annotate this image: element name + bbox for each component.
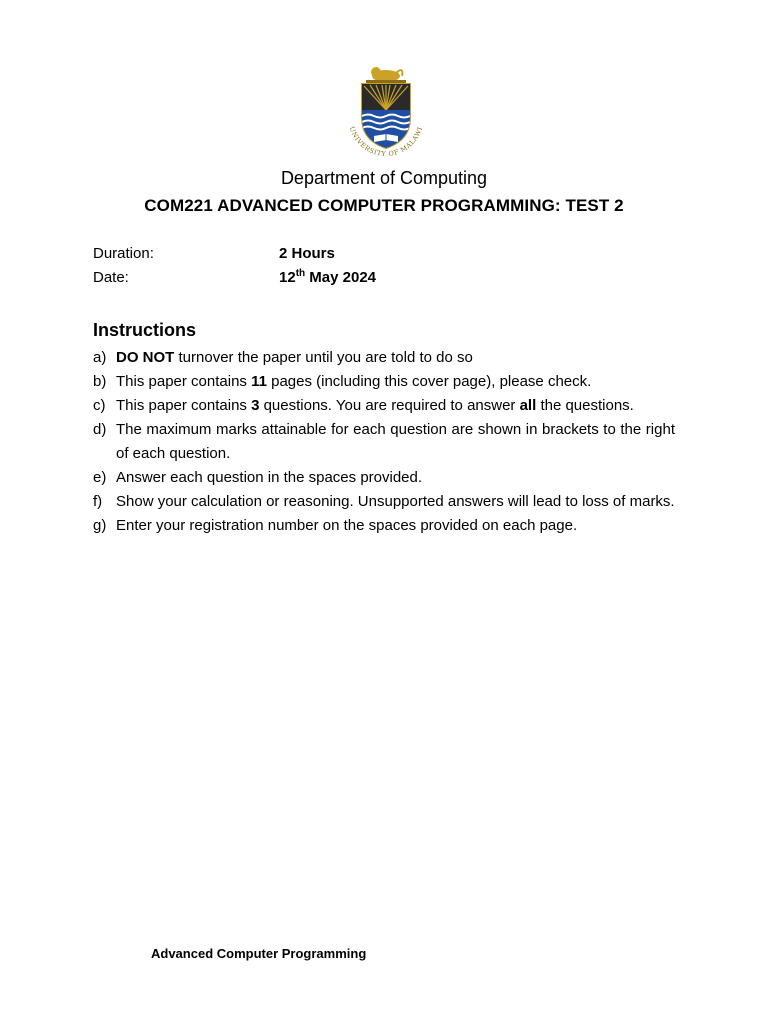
instructions-list [93,346,675,538]
instruction-text: Answer each question in the spaces provided. [116,469,423,486]
date-day: 12 [279,269,296,286]
instruction-emphasis: DO NOT [116,349,175,366]
instruction-item [93,394,675,418]
instruction-marker: g) [93,517,107,534]
instruction-item [93,418,675,466]
instruction-item [93,466,675,490]
instruction-marker: a) [93,349,107,366]
duration-value: 2 Hours [279,245,335,262]
instruction-text: pages (including this cover page), please check. [266,373,592,390]
instruction-marker: f) [93,493,103,510]
department-name: Department of Computing [280,168,488,188]
instruction-emphasis: 3 [251,397,260,414]
date-value [279,268,376,288]
crest-ring-text: UNIVERSITY OF MALAWI [347,125,425,159]
instruction-marker: c) [93,397,106,414]
instruction-marker: e) [93,469,107,486]
instruction-emphasis: 11 [251,373,267,390]
date-rest: May 2024 [305,269,377,286]
instruction-text: This paper contains [116,397,252,414]
instruction-text: The maximum marks attainable for each question are shown in brackets to the right of each question. [116,421,675,462]
instruction-marker: b) [93,373,107,390]
instructions-heading: Instructions [93,320,197,340]
instruction-text: questions. You are required to answer [259,397,520,414]
instruction-item [93,370,675,394]
lion-icon [366,67,406,83]
instruction-text: Enter your registration number on the spaces provided on each page. [116,517,578,534]
instruction-text: Show your calculation or reasoning. Unsupported answers will lead to loss of marks. [116,493,675,510]
university-crest-logo [336,64,436,168]
instruction-text: This paper contains [116,373,252,390]
instruction-item [93,346,675,370]
duration-label: Duration: [93,245,154,262]
page-footer: Advanced Computer Programming [151,946,367,961]
test-title: COM221 ADVANCED COMPUTER PROGRAMMING: TEST 2 [144,196,624,215]
instruction-marker: d) [93,421,107,438]
instruction-item [93,514,675,538]
date-suffix: th [295,268,306,279]
shield-icon [361,83,411,150]
instruction-text: turnover the paper until you are told to do so [174,349,473,366]
instruction-emphasis: all [519,397,537,414]
date-label: Date: [93,269,129,286]
instruction-item [93,490,675,514]
instruction-text: the questions. [536,397,634,414]
